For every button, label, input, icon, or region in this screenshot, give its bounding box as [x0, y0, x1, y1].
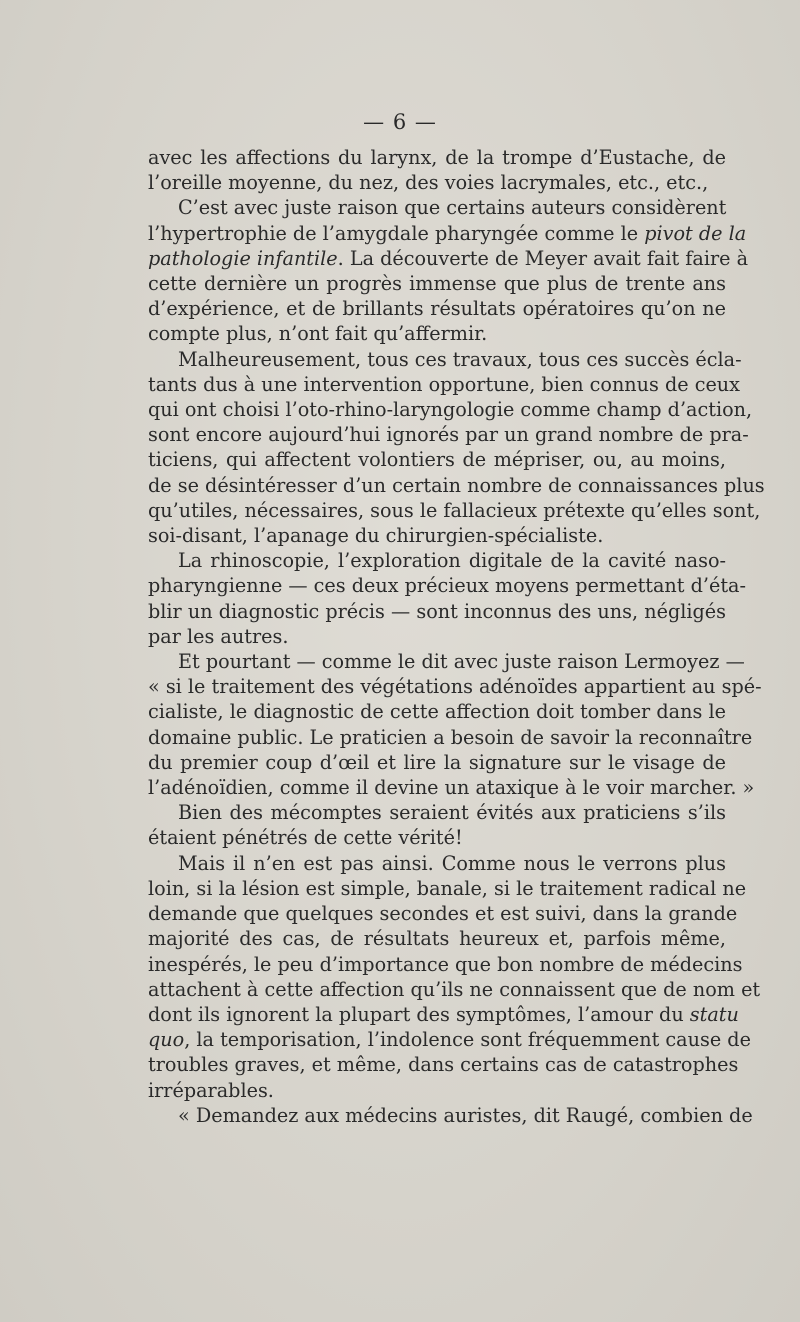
text-line: sont encore aujourd’hui ignorés par un grand nombre de pra-	[148, 423, 749, 447]
text-line: par les autres.	[148, 624, 289, 648]
text-line: l’oreille moyenne, du nez, des voies lacrymales, etc., etc.,	[148, 171, 709, 195]
paragraph	[148, 851, 761, 1103]
text-line: Et pourtant — comme le dit avec juste raison Lermoyez —	[178, 650, 745, 674]
text-line: cette dernière un progrès immense que plus de trente ans	[148, 272, 726, 296]
text-line: La rhinoscopie, l’exploration digitale de la cavité naso-	[178, 549, 726, 573]
paragraph	[148, 548, 746, 649]
text-line: l’adénoïdien, comme il devine un ataxique à le voir marcher. »	[148, 776, 755, 800]
text-line: « Demandez aux médecins auristes, dit Raugé, combien de	[178, 1103, 753, 1127]
paragraph	[148, 1103, 753, 1128]
text-line: blir un diagnostic précis — sont inconnus des uns, négligés	[148, 599, 726, 623]
text-line: pathologie infantile. La découverte de Meyer avait fait faire à	[148, 246, 749, 270]
text-line: l’hypertrophie de l’amygdale pharyngée comme le pivot de la	[148, 221, 747, 245]
text-line: dont ils ignorent la plupart des symptômes, l’amour du statu	[148, 1002, 739, 1026]
text-line: domaine public. Le praticien a besoin de savoir la reconnaître	[148, 725, 753, 749]
text-line: Malheureusement, tous ces travaux, tous ces succès écla-	[178, 347, 742, 371]
text-line: ticiens, qui affectent volontiers de mépriser, ou, au moins,	[148, 448, 726, 472]
text-line: de se désintéresser d’un certain nombre de connaissances plus	[148, 473, 765, 497]
text-line: C’est avec juste raison que certains auteurs considèrent	[178, 196, 727, 220]
text-line: attachent à cette affection qu’ils ne connaissent que de nom et	[148, 977, 761, 1001]
text-line: soi-disant, l’apanage du chirurgien-spécialiste.	[148, 524, 604, 548]
page-number: — 6 —	[363, 110, 437, 134]
italic-phrase: quo	[148, 1028, 185, 1052]
text-line: troubles graves, et même, dans certains cas de catastrophes	[148, 1053, 739, 1077]
text-line: demande que quelques secondes et est suivi, dans la grande	[148, 902, 738, 926]
text-line: qu’utiles, nécessaires, sous le fallacieux prétexte qu’elles sont,	[148, 498, 761, 522]
italic-phrase: pathologie infantile	[148, 246, 338, 270]
text-line: qui ont choisi l’oto-rhino-laryngologie comme champ d’action,	[148, 398, 753, 422]
paragraph	[148, 145, 726, 195]
text-line: loin, si la lésion est simple, banale, si le traitement radical ne	[148, 876, 747, 900]
paragraph	[148, 195, 749, 346]
text-line: d’expérience, et de brillants résultats opératoires qu’on ne	[148, 297, 726, 321]
text-line: pharyngienne — ces deux précieux moyens permettant d’éta-	[148, 574, 746, 598]
italic-phrase: pivot de la	[644, 221, 747, 245]
text-line: étaient pénétrés de cette vérité!	[148, 826, 463, 850]
text-line: tants dus à une intervention opportune, bien connus de ceux	[148, 372, 740, 396]
text-line: Mais il n’en est pas ainsi. Comme nous le verrons plus	[178, 851, 726, 875]
paragraph	[148, 800, 726, 850]
text-line: compte plus, n’ont fait qu’affermir.	[148, 322, 488, 346]
paragraph	[148, 347, 765, 549]
paragraph	[148, 649, 762, 800]
text-line: majorité des cas, de résultats heureux et, parfois même,	[148, 927, 726, 951]
text-line: cialiste, le diagnostic de cette affection doit tomber dans le	[148, 700, 726, 724]
text-line: « si le traitement des végétations adénoïdes appartient au spé-	[148, 675, 762, 699]
text-line: quo, la temporisation, l’indolence sont fréquemment cause de	[148, 1028, 751, 1052]
text-line: Bien des mécomptes seraient évités aux praticiens s’ils	[178, 801, 726, 825]
text-line: irréparables.	[148, 1078, 274, 1102]
text-line: inespérés, le peu d’importance que bon nombre de médecins	[148, 952, 743, 976]
text-line: du premier coup d’œil et lire la signature sur le visage de	[148, 750, 726, 774]
italic-phrase: statu	[689, 1002, 739, 1026]
text-line: avec les affections du larynx, de la trompe d’Eustache, de	[148, 146, 726, 169]
body-text	[148, 145, 765, 1128]
